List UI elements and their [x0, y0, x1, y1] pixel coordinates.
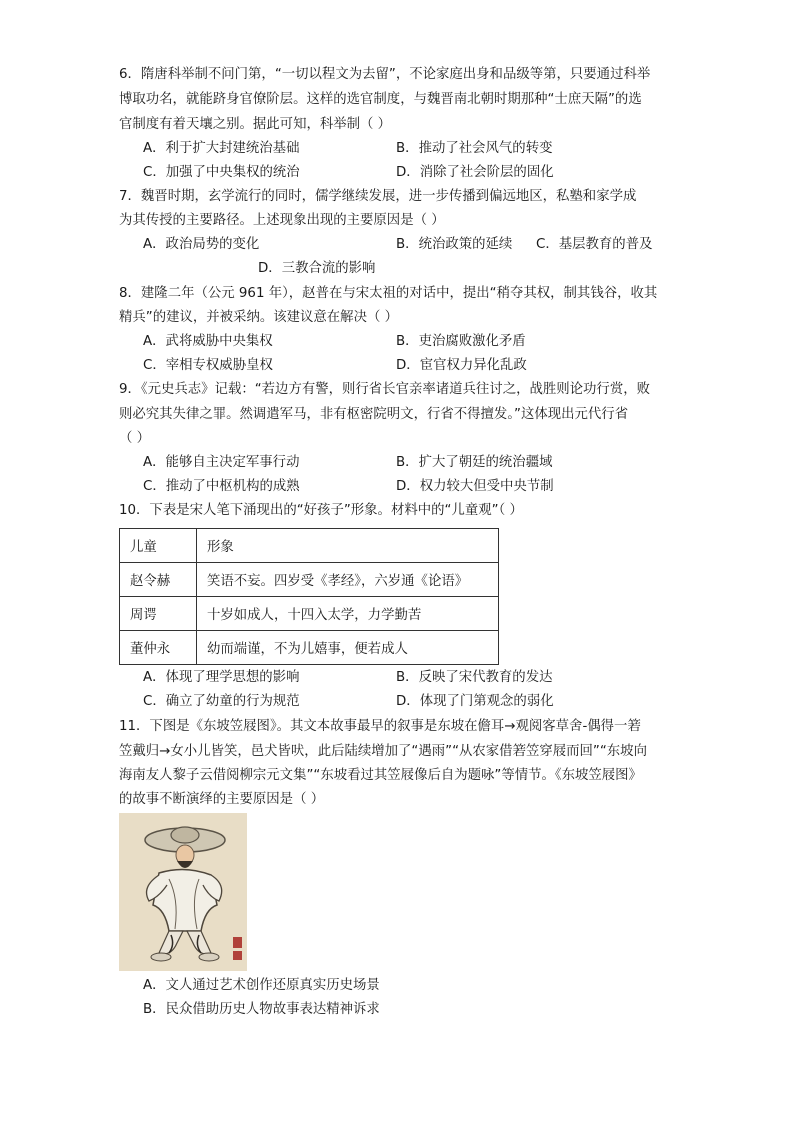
q6-option-d[interactable]: D．消除了社会阶层的固化: [396, 165, 554, 180]
q8-stem-line2: 精兵”的建议，并被采纳。该建议意在解决（ ）: [119, 310, 399, 325]
table-header-cell: 形象: [197, 529, 499, 563]
table-cell: 赵令赫: [120, 563, 197, 597]
q11-stem-line2: 笠戴归→女小儿皆笑，邑犬皆吠，此后陆续增加了“遇雨”“从农家借箬笠穿屐而回”“东坡向: [119, 744, 647, 759]
q6-option-a[interactable]: A．利于扩大封建统治基础: [143, 141, 300, 156]
q11-stem-line1: 11．下图是《东坡笠屐图》。其文本故事最早的叙事是东坡在儋耳→观阅客草舍-偶得一箬: [119, 719, 641, 734]
q11-stem-line4: 的故事不断演绎的主要原因是（ ）: [119, 792, 325, 807]
q10-stem-line1: 10．下表是宋人笔下涌现出的“好孩子”形象。材料中的“儿童观”（ ）: [119, 503, 523, 518]
q11-stem-line3: 海南友人黎子云借阅柳宗元文集”“东坡看过其笠屐像后自为题咏”等情节。《东坡笠屐图》: [119, 768, 642, 783]
q9-option-b[interactable]: B．扩大了朝廷的统治疆域: [396, 455, 553, 470]
q8-option-b[interactable]: B．吏治腐败激化矛盾: [396, 334, 526, 349]
q9-option-d[interactable]: D．权力较大但受中央节制: [396, 479, 554, 494]
table-row: [120, 563, 499, 597]
q7-option-d[interactable]: D．三教合流的影响: [258, 261, 376, 276]
q10-option-c[interactable]: C．确立了幼童的行为规范: [143, 694, 300, 709]
q7-option-a[interactable]: A．政治局势的变化: [143, 237, 260, 252]
table-cell: 笑语不妄。四岁受《孝经》，六岁通《论语》: [197, 563, 499, 597]
q6-stem-line2: 博取功名，就能跻身官僚阶层。这样的选官制度，与魏晋南北朝时期那种“士庶天隔”的选: [119, 92, 642, 107]
q8-option-a[interactable]: A．武将威胁中央集权: [143, 334, 273, 349]
q7-stem-line1: 7．魏晋时期，玄学流行的同时，儒学继续发展，进一步传播到偏远地区，私塾和家学成: [119, 189, 637, 204]
q8-option-d[interactable]: D．宦官权力异化乱政: [396, 358, 527, 373]
table-cell: 周谔: [120, 597, 197, 631]
q9-stem-line2: 则必究其失律之罪。然调遣军马，非有枢密院明文，行省不得擅发。”这体现出元代行省: [119, 407, 629, 422]
q10-table: [119, 528, 499, 665]
q6-stem-line3: 官制度有着天壤之别。据此可知，科举制（ ）: [119, 117, 392, 132]
painting-figure-svg: [119, 813, 247, 971]
q9-option-c[interactable]: C．推动了中枢机构的成熟: [143, 479, 300, 494]
q11-option-a[interactable]: A．文人通过艺术创作还原真实历史场景: [143, 978, 380, 993]
q10-option-a[interactable]: A．体现了理学思想的影响: [143, 670, 300, 685]
q7-option-b[interactable]: B．统治政策的延续: [396, 237, 513, 252]
table-cell: 幼而端谨，不为儿嬉事，便若成人: [197, 631, 499, 665]
table-cell: 董仲永: [120, 631, 197, 665]
q6-option-c[interactable]: C．加强了中央集权的统治: [143, 165, 300, 180]
q7-stem-line2: 为其传授的主要路径。上述现象出现的主要原因是（ ）: [119, 213, 445, 228]
q6-option-b[interactable]: B．推动了社会风气的转变: [396, 141, 553, 156]
q10-option-d[interactable]: D．体现了门第观念的弱化: [396, 694, 554, 709]
q10-option-b[interactable]: B．反映了宋代教育的发达: [396, 670, 553, 685]
table-cell: 十岁如成人，十四入太学，力学勤苦: [197, 597, 499, 631]
table-row: [120, 597, 499, 631]
table-header-row: [120, 529, 499, 563]
q9-stem-line3: （ ）: [119, 431, 151, 446]
q9-option-a[interactable]: A．能够自主决定军事行动: [143, 455, 300, 470]
portrait-painting-icon: [119, 813, 247, 971]
q11-option-b[interactable]: B．民众借助历史人物故事表达精神诉求: [143, 1002, 380, 1017]
q9-stem-line1: 9．《元史兵志》记载：“若边方有警，则行省长官亲率诸道兵往讨之，战胜则论功行赏，败: [119, 382, 650, 397]
q7-option-c[interactable]: C．基层教育的普及: [536, 237, 653, 252]
q8-option-c[interactable]: C．宰相专权威胁皇权: [143, 358, 273, 373]
table-header-cell: 儿童: [120, 529, 197, 563]
table-row: [120, 631, 499, 665]
q8-stem-line1: 8．建隆二年（公元 961 年），赵普在与宋太祖的对话中，提出“稍夺其权，制其钱谷，收其: [119, 286, 658, 301]
q6-stem-line1: 6．隋唐科举制不问门第，“一切以程文为去留”，不论家庭出身和品级等第，只要通过科举: [119, 67, 651, 82]
